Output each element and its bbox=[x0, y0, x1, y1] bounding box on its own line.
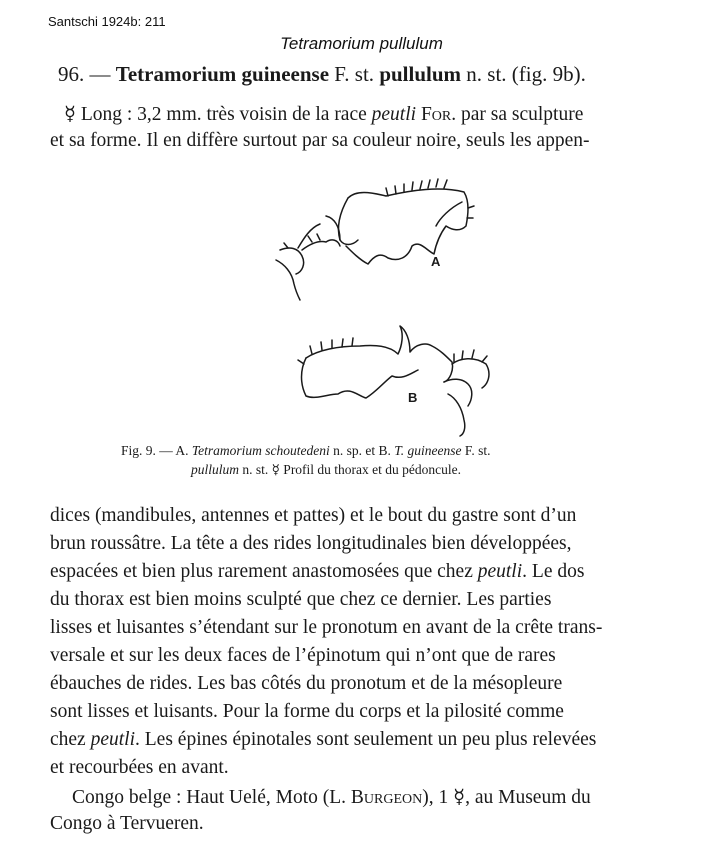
para2-line-9: chez peutli. Les épines épinotales sont seulement un peu plus relevées bbox=[50, 729, 597, 750]
para2-line-8: sont lisses et luisants. Pour la forme du corps et la pilosité comme bbox=[50, 701, 564, 722]
para3-line-2: Congo à Tervueren. bbox=[50, 813, 204, 834]
para2-line-1: dices (mandibules, antennes et pattes) et le bout du gastre sont d’un bbox=[50, 505, 577, 526]
caption-line-1: Fig. 9. — A. Tetramorium schoutedeni n. sp. et B. T. guineense F. st. bbox=[121, 443, 491, 458]
para2-line-4: du thorax est bien moins sculpté que chez ce dernier. Les parties bbox=[50, 589, 552, 610]
section-heading: 96. — Tetramorium guineense F. st. pullulum n. st. (fig. 9b). bbox=[58, 62, 586, 86]
figure-b-drawing bbox=[298, 326, 489, 436]
para3-line-1: Congo belge : Haut Uelé, Moto (L. Burgeon), 1 ☿, au Museum du bbox=[72, 787, 591, 808]
para2-line-5: lisses et luisantes s’étendant sur le pronotum en avant de la crête trans- bbox=[50, 617, 603, 638]
para2-line-3: espacées et bien plus rarement anastomosées que chez peutli. Le dos bbox=[50, 561, 585, 582]
figure-thorax-drawings bbox=[240, 168, 530, 438]
species-title: Tetramorium pullulum bbox=[280, 34, 443, 53]
citation: Santschi 1924b: 211 bbox=[48, 14, 166, 29]
para2-line-6: versale et sur les deux faces de l’épinotum qui n’ont que de rares bbox=[50, 645, 556, 666]
figure-label-a: A bbox=[431, 254, 441, 269]
caption-line-2: pullulum n. st. ☿ Profil du thorax et du pédoncule. bbox=[191, 462, 462, 477]
para2-line-2: brun roussâtre. La tête a des rides longitudinales bien développées, bbox=[50, 533, 572, 554]
figure-label-b: B bbox=[408, 390, 418, 405]
para1-line-2: et sa forme. Il en diffère surtout par sa couleur noire, seuls les appen- bbox=[50, 130, 590, 151]
para2-line-10: et recourbées en avant. bbox=[50, 757, 229, 778]
figure-a-drawing bbox=[276, 179, 474, 300]
para2-line-7: ébauches de rides. Les bas côtés du pronotum et de la mésopleure bbox=[50, 673, 563, 694]
para1-line-1: ☿ Long : 3,2 mm. très voisin de la race peutli For. par sa sculpture bbox=[64, 104, 584, 125]
